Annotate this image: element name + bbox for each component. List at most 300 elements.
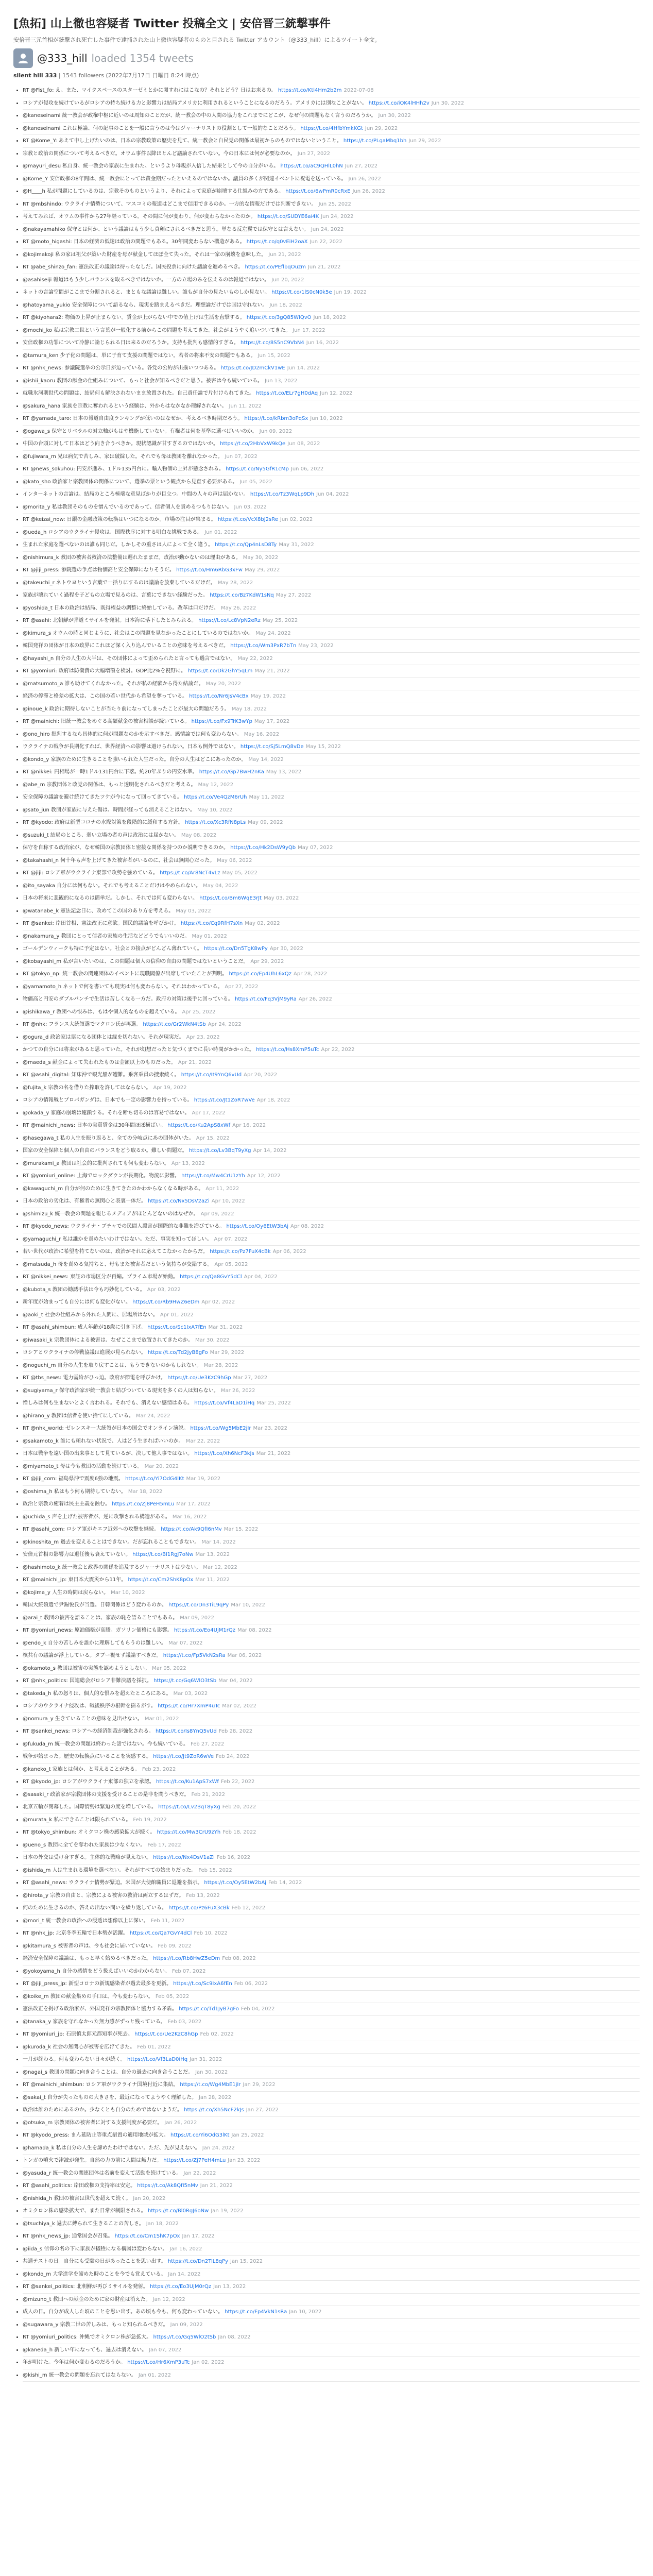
tweet-link[interactable]: https://t.co/Eo4UjM1rQz (174, 1628, 235, 1634)
tweet-text: @hayashi_n 自分の人生の大半は、その団体によって歪められたと言っても過言ではない。 (23, 655, 236, 662)
tweet-text: @Kome_Y 安倍政権の8年間は、統一教会にとっては黄金期だったといえるのではないか。議員の多くが関連イベントに祝電を送っている。 (23, 176, 347, 182)
tweet-text: @mori_t 統一教会の政治への浸透は想像以上に深い。 (23, 1918, 149, 1924)
tweet-text: @ueno_s 教団に全てを奪われた家族は少なくない。 (23, 1842, 146, 1848)
tweet-item (23, 1120, 640, 1132)
tweet-link[interactable]: https://t.co/Fx9TrK3wYp (191, 719, 252, 725)
tweet-link[interactable]: https://t.co/Lv2BqT8yXg (158, 1804, 220, 1810)
tweet-timestamp: May 22, 2022 (237, 655, 273, 662)
tweet-timestamp: Mar 02, 2022 (222, 1703, 256, 1709)
tweet-item (23, 337, 640, 350)
tweet-link[interactable]: https://t.co/1lS0cN0k5e (271, 290, 332, 296)
tweet-timestamp: Jan 31, 2022 (190, 2057, 222, 2063)
tweet-link[interactable]: https://t.co/Gr2WkN4tSb (143, 1022, 206, 1028)
tweet-text: 保守を自称する政治家が、なぜ韓国の宗教団体と密接な関係を持つのか説明できるのか。 (23, 845, 229, 851)
tweet-timestamp: Jun 06, 2022 (290, 466, 324, 472)
loaded-count: loaded 1354 tweets (91, 52, 194, 65)
tweet-text: @tsuchiya_k 過去に縛られて生きることの苦しさ。 (23, 2221, 144, 2227)
tweet-item (23, 956, 640, 969)
tweet-text: @yokoyama_h 自分の感情をどう扱えばいいのかわからない。 (23, 1968, 170, 1974)
tweet-timestamp: Jan 26, 2022 (164, 2120, 197, 2126)
tweet-link[interactable]: https://t.co/Hm6RbG3xFw (176, 567, 243, 573)
tweet-timestamp: Feb 22, 2022 (220, 1779, 255, 1785)
tweet-timestamp: Jun 26, 2022 (348, 176, 381, 182)
tweet-text: RT @mainichi_jp: 東日本大震災から11年。 (23, 1577, 127, 1583)
tweet-link[interactable]: https://t.co/Td1JyB7gFo (179, 2006, 239, 2012)
tweet-item (23, 1574, 640, 1587)
tweet-item (23, 488, 640, 501)
tweet-timestamp: Jun 18, 2022 (269, 302, 302, 308)
tweet-text: オミクロン株の感染拡大で、また日常が制限される。 (23, 2208, 146, 2214)
tweet-link[interactable]: https://t.co/Oy6EtW3bAj (226, 1224, 289, 1230)
tweet-text: 就職氷河期世代の問題は、結局何も解決されないまま放置された。自己責任論で片付けられてきた。 (23, 391, 254, 397)
tweet-link[interactable]: https://t.co/Ktl4Hm2b2m (278, 88, 342, 94)
tweet-link[interactable]: https://t.co/Hs8XmP5uTc (256, 1047, 319, 1053)
tweet-timestamp: Jun 19, 2022 (334, 290, 367, 296)
tweet-item (23, 1953, 640, 1965)
tweet-timestamp: Feb 13, 2022 (186, 1892, 220, 1899)
tweet-link[interactable]: https://t.co/Vf4LaD1iHq (194, 1400, 255, 1406)
tweet-timestamp: Feb 24, 2022 (216, 1754, 250, 1760)
tweet-text: RT @nhk: フランス大統領選でマクロン氏が再選。 (23, 1022, 142, 1028)
tweet-text: @kitamura_s 被害者の声は、今も社会に届いていない。 (23, 1943, 156, 1949)
tweet-item (23, 1195, 640, 1208)
tweet-text: @uchida_s 声を上げた被害者が、逆に攻撃される構造がある。 (23, 1514, 170, 1520)
tweet-text: RT @asahi_politics: 岸田政権の支持率は安定。 (23, 2183, 136, 2189)
tweet-item (23, 981, 640, 994)
tweet-link[interactable]: https://t.co/Xh6NcF3kJs (194, 1451, 254, 1457)
tweet-text: RT @yomiuri_online: 上海でロックダウンが長期化。物流に影響。 (23, 1173, 180, 1179)
tweet-item (23, 1612, 640, 1625)
tweet-item (23, 1511, 640, 1524)
tweet-timestamp: Jan 28, 2022 (198, 2094, 232, 2100)
tweet-link[interactable]: https://t.co/3gQ85WlQvO (246, 315, 312, 321)
tweet-item (23, 1372, 640, 1385)
tweet-item (23, 577, 640, 590)
tweet-link[interactable]: https://t.co/Zj8PeH5mLu (112, 1501, 175, 1507)
tweet-text: RT @kyodo: 政府は新型コロナの水際対策を段階的に緩和する方針。 (23, 820, 183, 826)
tweet-text: 安全保障の議論を避け続けてきたツケが今になって回ってきている。 (23, 794, 182, 801)
tweet-text: @kaneseinami これは極論、何の記事のことを一般に言うのは今はジャーナリストの役割として一般的なことだろう。 (23, 125, 299, 131)
tweet-link[interactable]: https://t.co/Gq5WlO2tSb (153, 2334, 216, 2341)
tweet-link[interactable]: https://t.co/Dn3TiL9qPy (168, 1602, 229, 1608)
tweet-link[interactable]: https://t.co/Rb9HwZ6eDm (132, 1299, 200, 1306)
tweet-item (23, 1132, 640, 1145)
tweet-item (23, 628, 640, 640)
tweet-text: @kojimakoji 私の家は祖父が築いた財産を母が献金してほぼ全て失った。それは一家の崩壊を意味した。 (23, 251, 267, 258)
tweet-link[interactable]: https://t.co/2HbVxW9kQe (220, 441, 286, 447)
tweet-text: @kaneda_h 新しい年になっても、過去は消えない。 (23, 2347, 147, 2353)
tweet-timestamp: Apr 23, 2022 (186, 1034, 220, 1040)
tweet-link[interactable]: https://t.co/Sc1IxA7fEn (147, 1325, 207, 1331)
tweet-item (23, 1158, 640, 1171)
tweet-item (23, 1637, 640, 1650)
tweet-text: 一月が終わる。何も変わらない日々が続く。 (23, 2057, 126, 2063)
tweet-timestamp: Jun 30, 2022 (378, 113, 411, 119)
tweet-timestamp: Apr 17, 2022 (192, 1110, 226, 1116)
tweet-text: @ishii_kaoru 教団の献金の仕組みについて、もっと社会が知るべきだと思う。被害は今も続いている。 (23, 378, 263, 384)
tweet-link[interactable]: https://t.co/Bl0RgJ6oNw (148, 2208, 209, 2214)
tweet-link[interactable]: https://t.co/Bm6WqE3rJt (199, 895, 262, 902)
tweet-text: @okamoto_s 教団は被害の実態を認めようとしない。 (23, 1665, 150, 1671)
tweet-timestamp: Apr 25, 2022 (182, 1009, 216, 1015)
tweet-item (23, 2230, 640, 2243)
tweet-text: @koike_m 教団の献金集めの手口は、今も変わらない。 (23, 1993, 153, 1999)
tweet-item (23, 2344, 640, 2357)
tweet-link[interactable]: https://t.co/Qa7GvY4dCl (129, 1930, 192, 1937)
tweet-text: @H____h 私が問題にしているのは、宗教そのものというより、それによって家庭が崩壊する仕組みの方である。 (23, 189, 284, 195)
tweet-timestamp: Mar 14, 2022 (201, 1539, 236, 1545)
tweet-link[interactable]: https://t.co/Zj7PeH4mLu (163, 2158, 226, 2164)
tweet-link[interactable]: https://t.co/Yi6OdG3lKt (170, 2132, 230, 2139)
tweet-item (23, 779, 640, 792)
tweet-timestamp: May 03, 2022 (176, 908, 211, 914)
tweet-timestamp: Feb 09, 2022 (158, 1943, 192, 1949)
tweet-item (23, 1006, 640, 1019)
tweet-text: RT @yomiuri_politics: 沖縄でオミクロン株が急拡大。 (23, 2334, 152, 2341)
tweet-text: RT @jiji: ロシア軍がウクライナ東部で攻勢を強めている。 (23, 870, 158, 876)
tweet-timestamp: Feb 15, 2022 (198, 1867, 232, 1873)
tweet-text: RT @asahi_com: ロシア軍がキエフ近郊への攻撃を継続。 (23, 1527, 159, 1533)
tweet-link[interactable]: https://t.co/Tz3WqLp9Dh (250, 492, 315, 498)
tweet-link[interactable]: https://t.co/Dn2TiL8qPy (167, 2259, 229, 2265)
username[interactable]: @333_hill (37, 52, 88, 65)
tweet-link[interactable]: https://t.co/VcX8bJ2sRe (217, 517, 278, 523)
tweet-timestamp: Feb 23, 2022 (142, 1766, 176, 1772)
tweet-link[interactable]: https://t.co/Ue2KzC8hGp (134, 2031, 198, 2038)
tweet-link[interactable]: https://t.co/6wPmR0cRxE (285, 189, 351, 195)
tweet-link[interactable]: https://t.co/PEflbqOuzm (245, 264, 306, 270)
tweet-item (23, 1321, 640, 1334)
tweet-link[interactable]: https://t.co/Cm1ShK7pOx (114, 2233, 180, 2240)
tweet-text: RT @asahi: 北朝鮮が弾道ミサイルを発射。日本海に落下したとみられる。 (23, 618, 197, 624)
tweet-item (23, 1082, 640, 1095)
tweet-timestamp: Apr 29, 2022 (250, 958, 284, 964)
tweet-text: 核共有の議論が浮上している。タブー視せず議論すべきだ。 (23, 1653, 162, 1659)
tweet-link[interactable]: https://t.co/PLgaMbq1bh (343, 138, 407, 144)
tweet-item (23, 426, 640, 438)
tweet-item (23, 1069, 640, 1082)
tweet-item (23, 2268, 640, 2281)
tweet-item (23, 236, 640, 249)
tweet-link[interactable]: https://t.co/Pz6FuX3cBk (168, 1905, 230, 1911)
tweet-item (23, 2028, 640, 2041)
tweet-item (23, 754, 640, 767)
tweet-link[interactable]: https://t.co/Lv3BqT9yXg (188, 1148, 251, 1154)
tweet-item (23, 501, 640, 514)
tweet-timestamp: Feb 20, 2022 (222, 1804, 256, 1810)
tweet-text: @mizuno_t 教団への献金のために家の財産は消えた。 (23, 2296, 151, 2302)
tweet-timestamp: Mar 28, 2022 (203, 1362, 238, 1368)
tweet-timestamp: Apr 07, 2022 (214, 1236, 248, 1242)
tweet-text: RT @moto_higashi: 日本の経済の低迷は政治の問題でもある。30年間変わらない構造がある。 (23, 239, 245, 245)
tweet-text: @ono_hiro 批判するなら具体的に何が問題なのかを示すべきだ。感情論では何も変わらない。 (23, 731, 242, 737)
tweet-link[interactable]: https://t.co/Mw4CrU1zYh (181, 1173, 245, 1179)
tweet-item (23, 286, 640, 299)
tweet-link[interactable]: https://t.co/Xh5NcF2kJs (184, 2107, 244, 2113)
tweet-timestamp: Jun 24, 2022 (311, 226, 344, 232)
tweet-item (23, 678, 640, 691)
tweet-link[interactable]: https://t.co/Cm2ShK8pOx (128, 1577, 194, 1583)
tweet-timestamp: Jun 25, 2022 (318, 201, 351, 207)
tweet-item (23, 2193, 640, 2206)
tweet-text: RT @yomiuri_news: 原油価格が高騰。ガソリン価格にも影響。 (23, 1628, 173, 1634)
tweet-timestamp: Jan 07, 2022 (149, 2347, 182, 2353)
tweet-item (23, 224, 640, 236)
tweet-item (23, 1814, 640, 1827)
tweet-timestamp: Jun 18, 2022 (313, 315, 346, 321)
tweet-text: 安倍政権の功罪について冷静に論じられる日は来るのだろうか。支持も批判も感情的すぎる。 (23, 340, 239, 346)
tweet-timestamp: Feb 02, 2022 (200, 2031, 234, 2038)
tweet-text: @kubota_s 教団の勧誘手法は今も巧妙化している。 (23, 1286, 145, 1293)
tweet-timestamp: May 05, 2022 (222, 870, 257, 876)
tweet-link[interactable]: https://t.co/Qp4nLsD8Ty (215, 542, 277, 548)
tweet-link[interactable]: https://t.co/Pz7FuX4cBk (210, 1249, 271, 1255)
tweet-link[interactable]: https://t.co/q0vEiH2oaX (246, 239, 308, 245)
tweet-item (23, 2218, 640, 2231)
tweet-text: @sugawara_y 宗教二世の苦しみは、もっと知られるべきだ。 (23, 2321, 168, 2328)
tweet-item (23, 2205, 640, 2218)
tweet-text: @hamada_k 私は自分の人生を諦めたわけではない。ただ、先が見えない。 (23, 2145, 200, 2151)
tweet-timestamp: May 01, 2022 (192, 933, 227, 939)
tweet-link[interactable]: https://t.co/Is8YnQ5vUd (155, 1728, 217, 1735)
tweet-timestamp: Jun 21, 2022 (268, 251, 301, 258)
tweet-timestamp: May 02, 2022 (245, 921, 280, 927)
tweet-link[interactable]: https://t.co/aC9QHlL0hN (280, 163, 343, 170)
tweet-timestamp: Jun 03, 2022 (234, 504, 267, 510)
tweet-text: @otsuka_m 宗教団体の被害者に対する支援制度が必要だ。 (23, 2120, 163, 2126)
tweet-text: @yamamoto_h ネットで何を書いても現実は何も変わらない。それはわかっている。 (23, 984, 223, 990)
tweet-text: 若い世代が政治に希望を持てないのは、政治がそれに応えてこなかったからだ。 (23, 1249, 208, 1255)
tweet-text: @maeda_s 献金によって失われたものは金額以上のものだった。 (23, 1059, 176, 1065)
tweet-link[interactable]: https://t.co/Bz7KdW1sNq (210, 592, 274, 599)
tweet-item (23, 2256, 640, 2268)
tweet-link[interactable]: https://t.co/Fp4VkN1sRa (225, 2309, 287, 2315)
tweet-link[interactable]: https://t.co/Fq3VjM9yRa (235, 996, 297, 1003)
tweet-link[interactable]: https://t.co/Ak9QfI6nMv (161, 1527, 222, 1533)
tweet-text: @fujita_k 宗教の名を借りた搾取を許してはならない。 (23, 1084, 151, 1091)
tweet-link[interactable]: https://t.co/Nr6JsV4cBx (189, 693, 249, 700)
tweet-timestamp: May 19, 2022 (250, 693, 286, 700)
tweet-link[interactable]: https://t.co/Dk2GhY5qLm (187, 668, 253, 674)
tweet-item (23, 1107, 640, 1120)
tweet-link[interactable]: https://t.co/Xc3RfN8pLs (185, 820, 246, 826)
tweet-timestamp: Apr 05, 2022 (214, 1261, 248, 1267)
tweet-timestamp: Mar 22, 2022 (185, 1438, 220, 1444)
tweet-timestamp: Apr 24, 2022 (208, 1022, 242, 1028)
tweet-text: @kuroda_k 社会の無関心が被害を広げてきた。 (23, 2044, 135, 2050)
tweet-timestamp: Jan 14, 2022 (168, 2271, 201, 2277)
tweet-timestamp: Jun 02, 2022 (280, 517, 313, 523)
tweet-link[interactable]: https://t.co/kRbm3oPqSx (244, 416, 308, 422)
tweet-timestamp: 2022-07-08 (343, 88, 374, 94)
tweet-item (23, 1549, 640, 1562)
tweet-item (23, 1663, 640, 1675)
page-lead: 安倍晋三元首相が銃撃され死亡した事件で逮捕された山上徹也容疑者のものと目される Twitter アカウント（@333_hill）によるツイート全文。 (13, 36, 381, 43)
tweet-link[interactable]: https://t.co/Eo3UjM0rQz (150, 2284, 212, 2290)
tweet-timestamp: Apr 14, 2022 (253, 1148, 287, 1154)
tweet-item (23, 325, 640, 337)
tweet-timestamp: Mar 08, 2022 (237, 1628, 272, 1634)
tweet-item (23, 1486, 640, 1499)
tweet-link[interactable]: https://t.co/Qa8GvY5dCl (180, 1274, 242, 1280)
tweet-link[interactable]: https://t.co/Cq9RfH7sXn (180, 921, 243, 927)
tweet-item (23, 653, 640, 666)
tweet-text: @hashimoto_k 統一教会と政界の関係を追及するジャーナリストは少ない。 (23, 1564, 201, 1570)
tweet-link[interactable]: https://t.co/Jt1ZoR7wVe (194, 1097, 255, 1104)
tweet-timestamp: Mar 06, 2022 (227, 1653, 262, 1659)
tweet-text: RT @keizai_now: 日銀の金融政策の転換はいつになるのか。市場の注目が集まる。 (23, 517, 216, 523)
tweet-link[interactable]: https://t.co/Jt9ZoR6wVe (153, 1754, 214, 1760)
tweet-item (23, 1221, 640, 1233)
tweet-timestamp: May 13, 2022 (266, 769, 302, 775)
tweet-link[interactable]: https://t.co/Bl1RgJ7oNw (132, 1552, 194, 1558)
tweet-timestamp: Jan 20, 2022 (133, 2195, 166, 2201)
tweet-text: RT @tokyo_shimbun: オミクロン株の感染拡大が続く。 (23, 1829, 156, 1836)
tweet-item (23, 514, 640, 527)
tweet-link[interactable]: https://t.co/Vf3LaD0iHq (127, 2057, 188, 2063)
tweet-link[interactable]: https://t.co/SUDYE6ai4K (257, 214, 319, 220)
tweet-item (23, 602, 640, 615)
tweet-timestamp: Apr 03, 2022 (147, 1286, 181, 1293)
tweet-timestamp: Apr 02, 2022 (201, 1299, 235, 1306)
tweet-item (23, 2117, 640, 2130)
tweet-link[interactable]: https://t.co/4HfbYmkKGt (300, 125, 363, 131)
tweet-text: RT @nhk_world: ゼレンスキー大統領が日本の国会でオンライン演説。 (23, 1426, 189, 1432)
tweet-timestamp: Apr 11, 2022 (205, 1185, 239, 1192)
tweet-link[interactable]: https://t.co/Rb8HwZ5eDm (153, 1956, 220, 1962)
user-row (13, 48, 640, 68)
tweet-link[interactable]: https://t.co/Wg4MbE1jIr (180, 2082, 241, 2088)
tweet-item (23, 1826, 640, 1839)
tweet-link[interactable]: https://t.co/Fp5VkN2sRa (163, 1653, 226, 1659)
tweet-item (23, 1498, 640, 1511)
tweet-item (23, 476, 640, 489)
tweet-item (23, 1890, 640, 1903)
tweet-item (23, 1031, 640, 1044)
tweet-text: ネットの言論空間がここまで分断されると、まともな議論は難しい。誰もが自分の見たいものしか見ない。 (23, 290, 270, 296)
tweet-link[interactable]: https://t.co/Sc9IxA6fEn (173, 1981, 232, 1987)
tweet-text: @noguchi_m 自分の人生を取り戻すことは、もうできないのかもしれない。 (23, 1362, 202, 1368)
tweet-item (23, 1789, 640, 1802)
tweet-timestamp: Apr 18, 2022 (256, 1097, 290, 1104)
tweet-timestamp: May 31, 2022 (279, 542, 314, 548)
tweet-link[interactable]: https://t.co/ELr7gH0dAq (256, 391, 318, 397)
tweet-timestamp: Jan 25, 2022 (231, 2132, 264, 2139)
tweet-link[interactable]: https://t.co/Td2JyB8gFo (147, 1350, 208, 1356)
tweet-item (23, 1991, 640, 2004)
tweet-item (23, 148, 640, 161)
tweet-item (23, 2180, 640, 2193)
tweet-timestamp: Feb 01, 2022 (137, 2044, 171, 2050)
tweet-timestamp: Mar 09, 2022 (180, 1615, 214, 1621)
tweet-item (23, 1057, 640, 1070)
tweet-link[interactable]: https://t.co/JD2mCkV1wE (220, 365, 285, 371)
tweet-link[interactable]: https://t.co/Ar8NcT4vLz (160, 870, 220, 876)
display-name: silent hill 333 (13, 72, 57, 79)
tweet-link[interactable]: https://t.co/Ku2ApS8xWf (167, 1123, 231, 1129)
tweet-text: 憎しみは何も生まないとよく言われる。それでも、消えない感情はある。 (23, 1400, 193, 1406)
tweet-timestamp: Mar 07, 2022 (168, 1640, 203, 1646)
tweet-timestamp: May 09, 2022 (248, 820, 283, 826)
tweet-link[interactable]: https://t.co/Wg5MbE2jIr (190, 1426, 251, 1432)
tweet-item (23, 1397, 640, 1410)
tweet-timestamp: Jun 01, 2022 (204, 529, 237, 535)
tweet-link[interactable]: https://t.co/Dn5TgK8wPy (204, 946, 268, 952)
tweet-link[interactable]: https://t.co/Nx4DsV1aZi (153, 1855, 215, 1861)
tweet-link[interactable]: https://t.co/It9YnQ6vUd (181, 1072, 242, 1078)
tweet-text: トンガの噴火で津波が発生。自然の力の前に人間は無力だ。 (23, 2158, 162, 2164)
tweet-link[interactable]: https://t.co/Oy5EtW2bAj (204, 1880, 266, 1886)
tweet-item (23, 362, 640, 375)
tweet-timestamp: May 14, 2022 (248, 756, 284, 762)
tweet-text: RT @yomiuri: 政府は防衛費の大幅増額を検討。GDP比2%を視野に。 (23, 668, 186, 674)
tweet-link[interactable]: https://t.co/Hr7XmP4uTc (158, 1703, 220, 1709)
tweet-link[interactable]: https://t.co/Gp7BwH2nKa (199, 769, 264, 775)
tweet-item (23, 1246, 640, 1259)
tweet-link[interactable]: https://t.co/Wm3PxR7bTn (230, 643, 297, 649)
tweet-timestamp: Jan 19, 2022 (211, 2208, 244, 2214)
tweet-item (23, 1334, 640, 1347)
tweet-item (23, 527, 640, 539)
tweet-link[interactable]: https://t.co/Mw3CrU9zYh (157, 1829, 221, 1836)
tweet-link[interactable]: https://t.co/Lc8VpN2eRz (198, 618, 261, 624)
tweet-link[interactable]: https://t.co/Yi7OdG4lKt (125, 1476, 184, 1482)
tweet-timestamp: May 06, 2022 (217, 857, 252, 863)
tweet-text: 国家の安全保障と個人の自由のバランスをどう取るか。難しい問題だ。 (23, 1148, 187, 1154)
tweet-timestamp: Jan 01, 2022 (138, 2372, 171, 2378)
tweet-timestamp: Feb 03, 2022 (167, 2019, 202, 2025)
tweet-link[interactable]: https://t.co/Ku1ApS7xWf (156, 1779, 219, 1785)
tweet-text: @hatoyama_yukio 安全保障について語るなら、現実を踏まえるべきだ。理想論だけでは国は守れない。 (23, 302, 268, 308)
tweet-link[interactable]: https://t.co/Ak8QfI5nMv (137, 2183, 198, 2189)
tweet-link[interactable]: https://t.co/iOK4lHHh2v (368, 100, 429, 106)
tweet-timestamp: Jan 27, 2022 (246, 2107, 279, 2113)
tweet-link[interactable]: https://t.co/Hk2DsW9yQb (230, 845, 296, 851)
tweet-item (23, 703, 640, 716)
tweet-item (23, 312, 640, 325)
tweet-link[interactable]: https://t.co/Nx5DsV2aZi (148, 1198, 210, 1205)
tweet-link[interactable]: https://t.co/Ny5GfR1cMp (226, 466, 289, 472)
tweet-text: 経済安全保障の議論は、もっと早く始めるべきだった。 (23, 1956, 151, 1962)
tweet-link[interactable]: https://t.co/8S5nC9VbN4 (240, 340, 304, 346)
tweet-link[interactable]: https://t.co/Ve4QzM6rUh (184, 794, 247, 801)
tweet-item (23, 1738, 640, 1751)
tweet-timestamp: Jun 16, 2022 (306, 340, 339, 346)
tweet-item (23, 451, 640, 464)
tweet-timestamp: May 20, 2022 (205, 681, 241, 687)
tweet-link[interactable]: https://t.co/Sj5LmQ8vDe (240, 744, 304, 750)
tweet-link[interactable]: https://t.co/Gq6WlO3tSb (153, 1678, 217, 1684)
tweet-text: ロシアが侵攻を続けているがロシアの持ち続ける力と影響力は結局アメリカに利用されるということになるのだろう。アメリカには別なことがない。 (23, 100, 367, 106)
tweet-text: RT @yamada_taro: 日本の報道自由度ランキングが低いのはなぜか、考えるべき時期だろう。 (23, 416, 243, 422)
tweet-link[interactable]: https://t.co/Ue3KzC9hGp (167, 1375, 231, 1381)
tweet-item (23, 1801, 640, 1814)
tweet-link[interactable]: https://t.co/Hr6XmP3uTc (127, 2360, 190, 2366)
avatar[interactable] (13, 48, 33, 68)
tweet-link[interactable]: https://t.co/Ep4UhL6xQz (229, 971, 292, 977)
tweet-item (23, 867, 640, 880)
tweet-timestamp: Jan 13, 2022 (213, 2284, 246, 2290)
tweet-text: @inoue_k 政治に期待しないことが当たり前になってしまったことが最大の問題だろう。 (23, 706, 230, 712)
tweet-item (23, 1145, 640, 1158)
tweet-item (23, 173, 640, 186)
tweet-timestamp: Feb 06, 2022 (234, 1981, 268, 1987)
tweet-text: @fukuda_m 統一教会の問題は終わった話ではない。今も続いている。 (23, 1741, 188, 1747)
tweet-item (23, 400, 640, 413)
tweet-text: 政治は誰のためにあるのか。少なくとも自分のためではないようだ。 (23, 2107, 182, 2113)
tweet-item (23, 1523, 640, 1536)
tweet-text: 家族が壊れていく過程を子どもの立場で見るのは、言葉にできない経験だった。 (23, 592, 208, 599)
